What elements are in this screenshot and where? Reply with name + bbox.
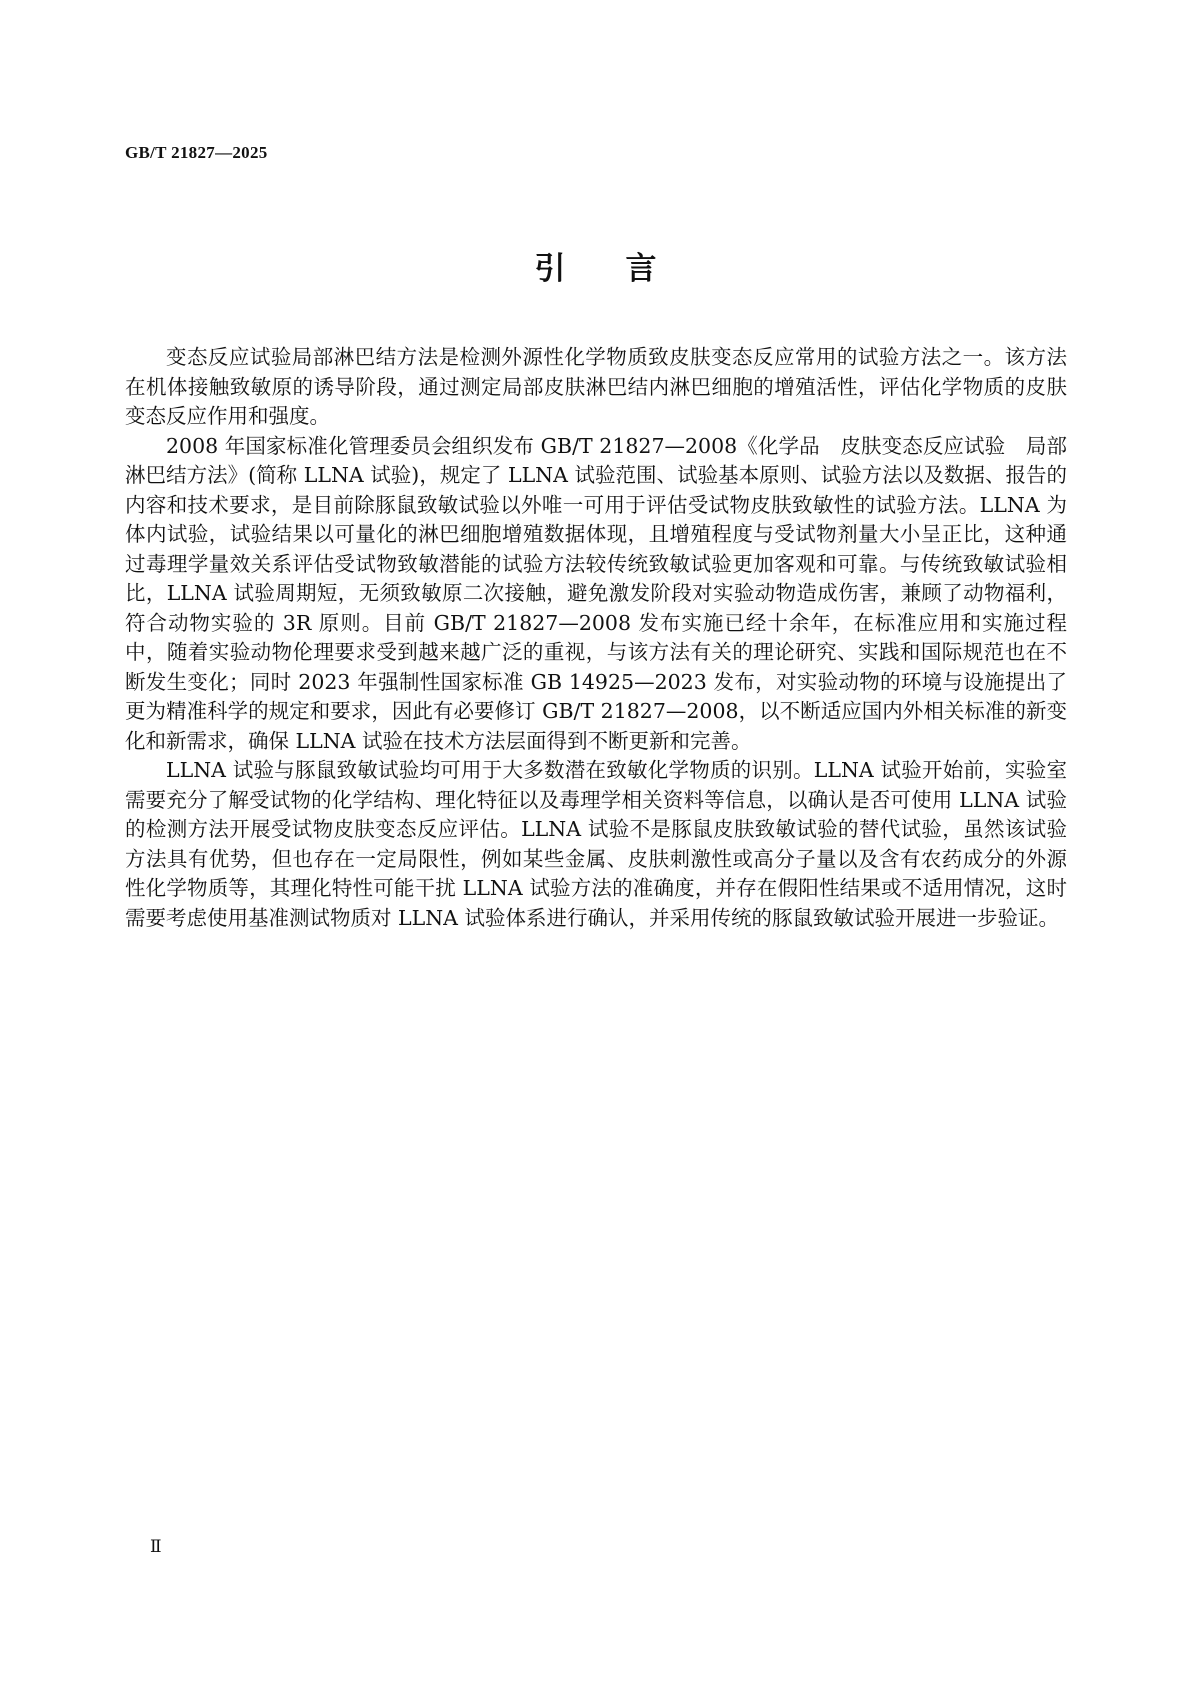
standard-code: GB/T 21827—2025 (125, 143, 268, 162)
paragraph-2: 2008 年国家标准化管理委员会组织发布 GB/T 21827—2008《化学品 皮肤变态反应试验 局部淋巴结方法》(简称 LLNA 试验)，规定了 LLNA 试验范围、试验基本原则、试验方法以及数据、报告的内容和技术要求，是目前除豚鼠致敏试验以外唯一可用于评估受试物皮肤致敏性的试验方法。LLNA 为体内试验，试验结果以可量化的淋巴细胞增殖数据体现，且增殖程度与受试物剂量大小呈正比，这种通过毒理学量效关系评估受试物致敏潜能的试验方法较传统致敏试验更加客观和可靠。与传统致敏试验相比，LLNA 试验周期短，无须致敏原二次接触，避免激发阶段对实验动物造成伤害，兼顾了动物福利，符合动物实验的 3R 原则。目前 GB/T 21827—2008 发布实施已经十余年，在标准应用和实施过程中，随着实验动物伦理要求受到越来越广泛的重视，与该方法有关的理论研究、实践和国际规范也在不断发生变化；同时 2023 年强制性国家标准 GB 14925—2023 发布，对实验动物的环境与设施提出了更为精准科学的规定和要求，因此有必要修订 GB/T 21827—2008，以不断适应国内外相关标准的新变化和新需求，确保 LLNA 试验在技术方法层面得到不断更新和完善。 (125, 433, 1067, 753)
page-number: Ⅱ (150, 1537, 162, 1556)
paragraph-3: LLNA 试验与豚鼠致敏试验均可用于大多数潜在致敏化学物质的识别。LLNA 试验开始前，实验室需要充分了解受试物的化学结构、理化特征以及毒理学相关资料等信息，以确认是否可使用 LLNA 试验的检测方法开展受试物皮肤变态反应评估。LLNA 试验不是豚鼠皮肤致敏试验的替代试验，虽然该试验方法具有优势，但也存在一定局限性，例如某些金属、皮肤刺激性或高分子量以及含有农药成分的外源性化学物质等，其理化特性可能干扰 LLNA 试验方法的准确度，并存在假阳性结果或不适用情况，这时需要考虑使用基准测试物质对 LLNA 试验体系进行确认，并采用传统的豚鼠致敏试验开展进一步验证。 (125, 758, 1067, 930)
section-title: 引言 (534, 251, 717, 287)
introduction-body (125, 343, 1067, 933)
paragraph-1: 变态反应试验局部淋巴结方法是检测外源性化学物质致皮肤变态反应常用的试验方法之一。该方法在机体接触致敏原的诱导阶段，通过测定局部皮肤淋巴结内淋巴细胞的增殖活性，评估化学物质的皮肤变态反应作用和强度。 (125, 345, 1067, 428)
